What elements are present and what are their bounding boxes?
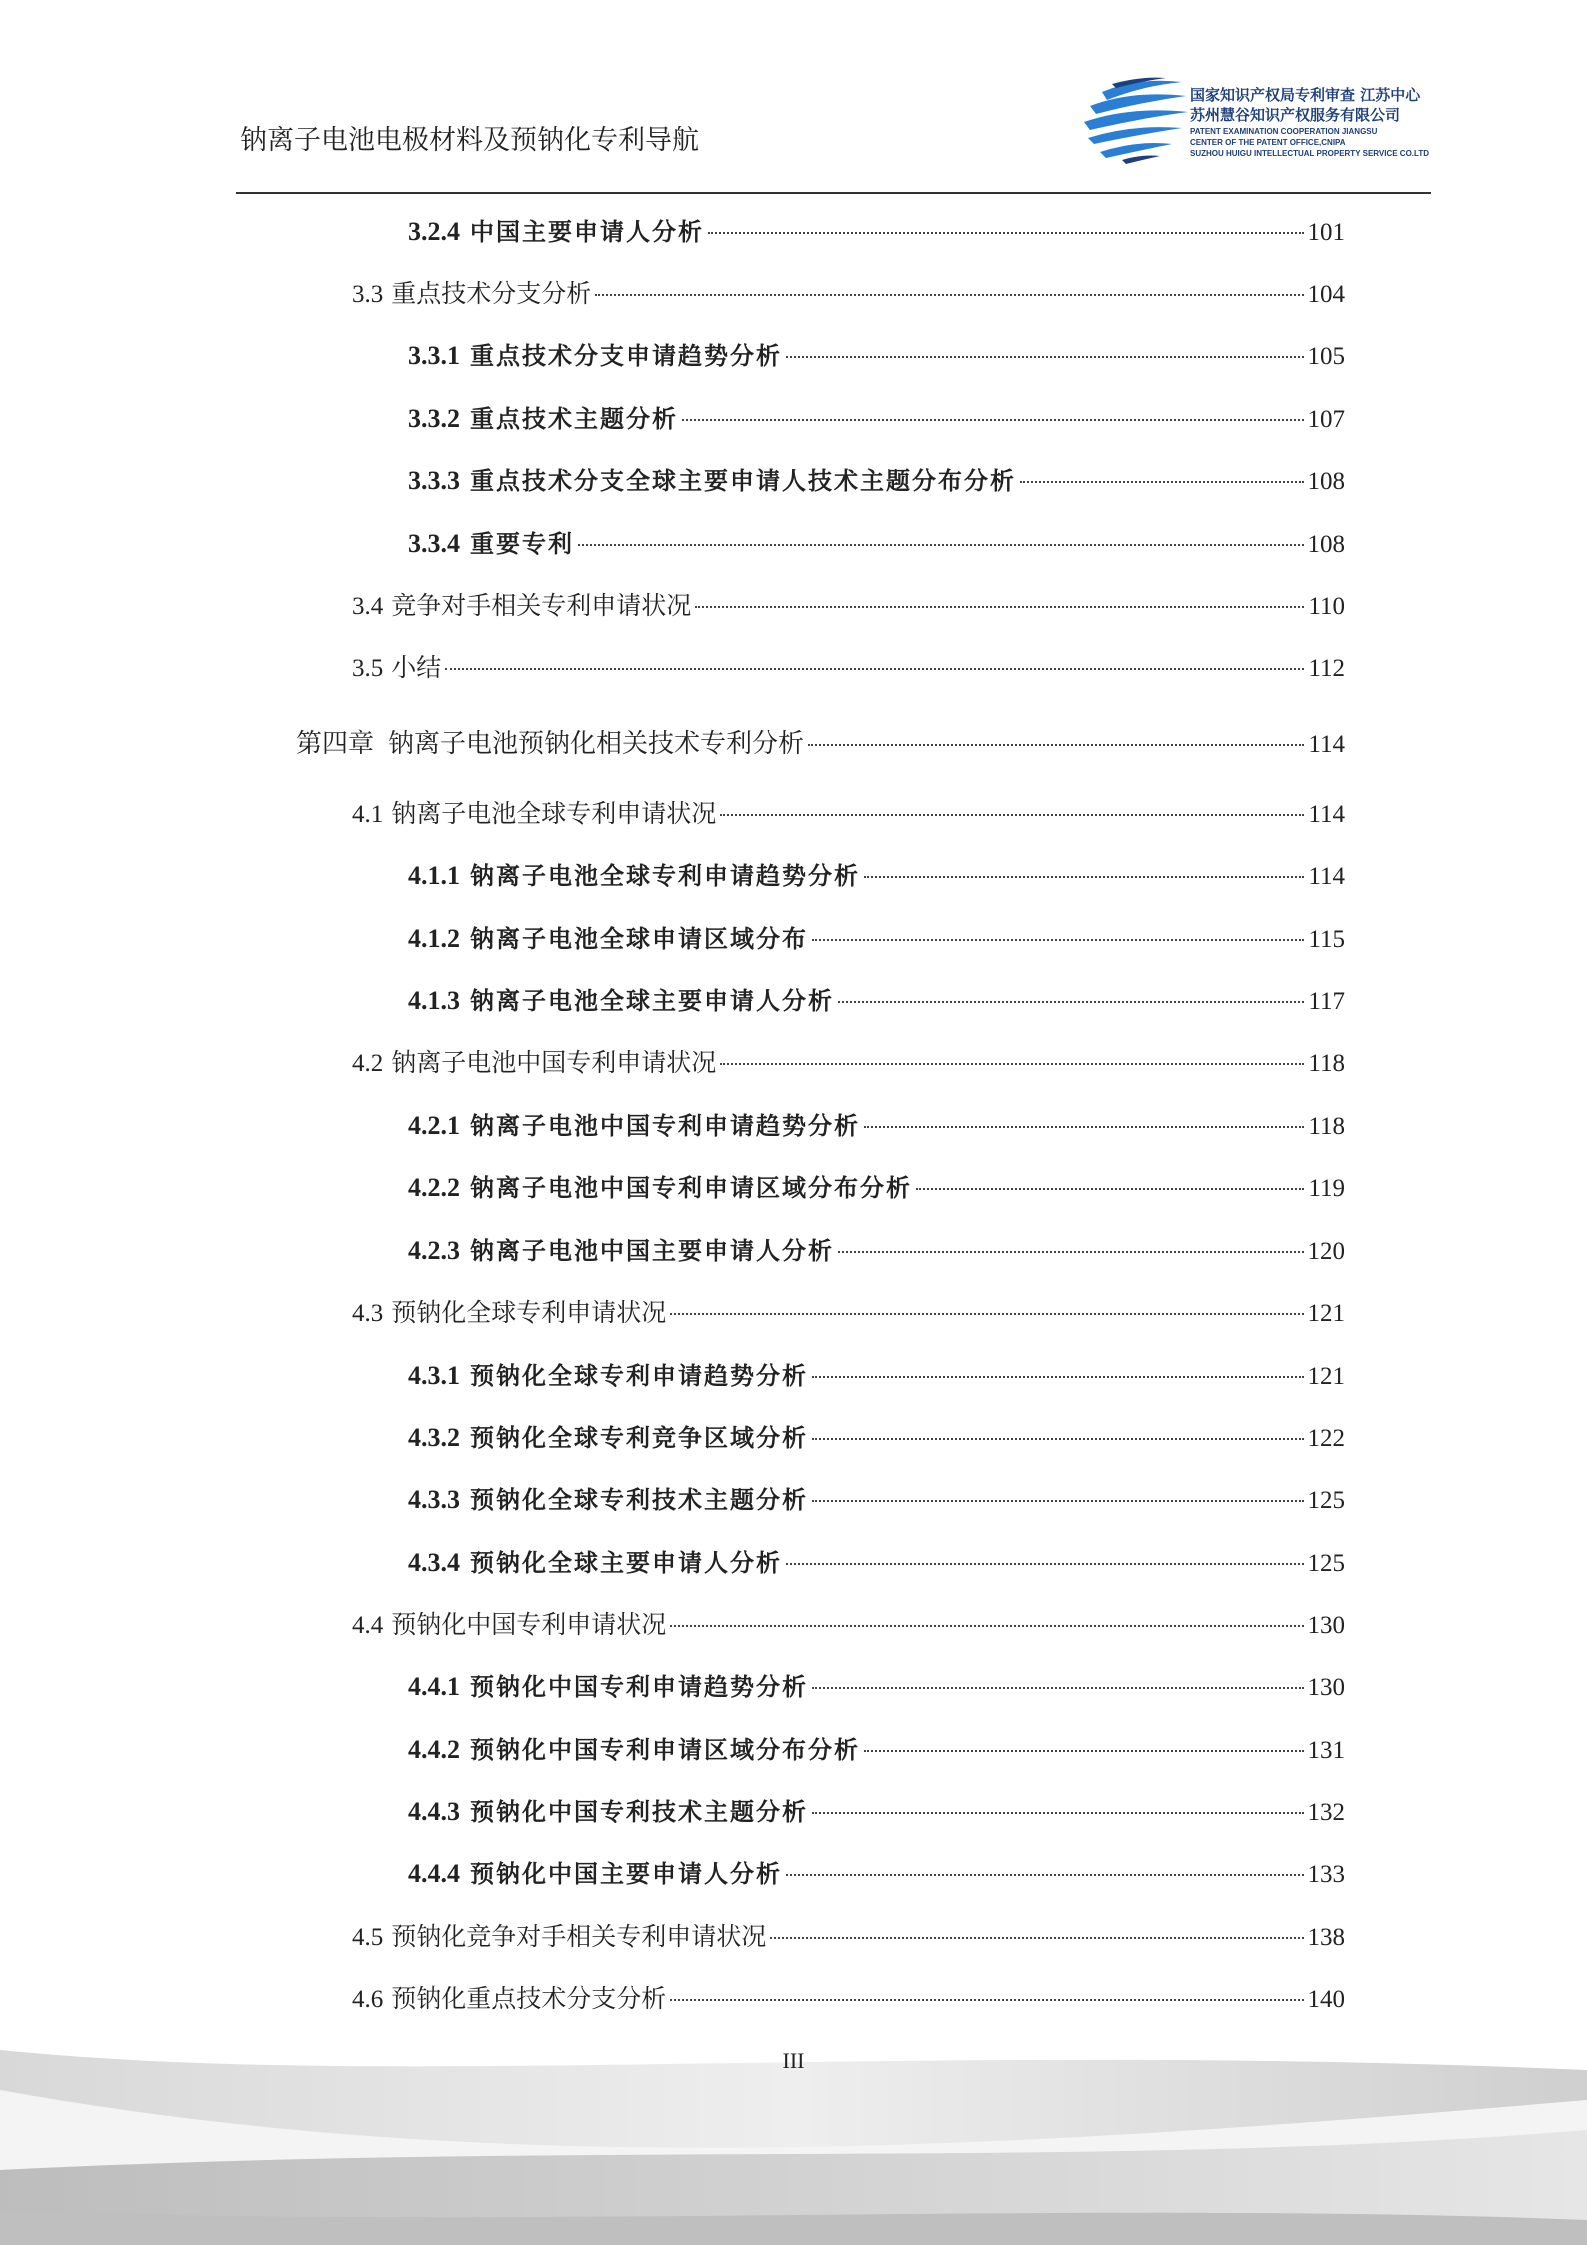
toc-leader-dots — [808, 744, 1304, 746]
toc-leader-dots — [786, 1874, 1304, 1876]
toc-entry-number: 4.2.2 — [408, 1173, 460, 1202]
toc-entry-page: 130 — [1307, 1674, 1345, 1701]
toc-entry-title: 小结 — [391, 653, 442, 682]
toc-leader-dots — [720, 1063, 1304, 1065]
toc-entry-title: 预钠化全球专利申请趋势分析 — [470, 1361, 808, 1390]
toc-leader-dots — [786, 356, 1304, 358]
toc-entry-page: 101 — [1307, 219, 1345, 246]
toc-entry[interactable] — [352, 1917, 1345, 1953]
toc-entry-page: 115 — [1308, 926, 1345, 953]
toc-leader-dots — [812, 939, 1304, 941]
toc-entry-page: 132 — [1307, 1799, 1345, 1826]
toc-entry-page: 125 — [1307, 1550, 1345, 1577]
toc-leader-dots — [812, 1812, 1304, 1814]
toc-entry-number: 4.6 — [352, 1986, 384, 2013]
logo-line-4: CENTER OF THE PATENT OFFICE,CNIPA — [1190, 138, 1346, 147]
toc-entry-page: 121 — [1307, 1363, 1345, 1390]
toc-leader-dots — [670, 1313, 1303, 1315]
toc-leader-dots — [670, 1999, 1303, 2001]
toc-entry-title: 中国主要申请人分析 — [470, 217, 704, 246]
toc-entry-title: 预钠化全球专利竞争区域分析 — [470, 1423, 808, 1452]
toc-entry-page: 117 — [1308, 988, 1345, 1015]
logo-line-1: 国家知识产权局专利审查 江苏中心 — [1190, 86, 1421, 104]
toc-entry-number: 4.3 — [352, 1300, 384, 1327]
toc-entry-page: 118 — [1308, 1050, 1345, 1077]
toc-entry-title: 钠离子电池中国专利申请区域分布分析 — [470, 1173, 912, 1202]
toc-entry-page: 140 — [1307, 1986, 1345, 2013]
toc-entry-page: 105 — [1307, 343, 1345, 370]
logo-emblem-icon — [1082, 72, 1192, 167]
toc-leader-dots — [864, 1126, 1304, 1128]
toc-entry[interactable] — [408, 1106, 1345, 1141]
toc-entry-number: 4.2.1 — [408, 1111, 460, 1140]
toc-entry[interactable] — [408, 1543, 1345, 1578]
toc-entry-title: 预钠化竞争对手相关专利申请状况 — [391, 1922, 767, 1951]
toc-entry-number: 4.1.3 — [408, 986, 460, 1015]
toc-entry-title: 竞争对手相关专利申请状况 — [391, 591, 692, 620]
toc-entry-number: 4.2 — [352, 1050, 384, 1077]
toc-entry-title: 钠离子电池中国专利申请趋势分析 — [470, 1111, 860, 1140]
logo-line-2: 苏州慧谷知识产权服务有限公司 — [1190, 106, 1401, 124]
toc-entry-title: 预钠化重点技术分支分析 — [391, 1984, 667, 2013]
toc-leader-dots — [770, 1937, 1303, 1939]
toc-entry-title: 预钠化中国专利申请区域分布分析 — [470, 1735, 860, 1764]
toc-entry-title: 钠离子电池中国专利申请状况 — [391, 1048, 717, 1077]
toc-leader-dots — [708, 232, 1304, 234]
toc-entry-number: 4.3.2 — [408, 1423, 460, 1452]
toc-entry-title: 预钠化中国专利申请状况 — [391, 1610, 667, 1639]
toc-entry[interactable] — [408, 919, 1345, 954]
toc-entry-number: 4.4.3 — [408, 1797, 460, 1826]
toc-entry-number: 3.3.4 — [408, 529, 460, 558]
toc-entry-title: 重点技术分支分析 — [391, 279, 592, 308]
toc-entry[interactable] — [352, 1043, 1345, 1079]
toc-entry-number: 4.3.4 — [408, 1548, 460, 1577]
toc-entry-page: 108 — [1307, 468, 1345, 495]
toc-entry-title: 预钠化全球专利技术主题分析 — [470, 1485, 808, 1514]
toc-entry-page: 122 — [1307, 1425, 1345, 1452]
toc-entry-title: 钠离子电池全球主要申请人分析 — [470, 986, 834, 1015]
toc-entry[interactable] — [408, 1480, 1345, 1515]
toc-entry-number: 4.3.3 — [408, 1485, 460, 1514]
toc-entry-page: 119 — [1308, 1175, 1345, 1202]
toc-leader-dots — [445, 668, 1304, 670]
toc-entry[interactable] — [352, 1293, 1345, 1329]
toc-entry-title: 预钠化中国专利申请趋势分析 — [470, 1672, 808, 1701]
toc-entry-title: 预钠化全球主要申请人分析 — [470, 1548, 782, 1577]
toc-entry[interactable] — [408, 1667, 1345, 1702]
toc-entry-page: 110 — [1308, 593, 1345, 620]
toc-entry-page: 120 — [1307, 1238, 1345, 1265]
toc-entry[interactable] — [296, 723, 1345, 760]
toc-entry-title: 预钠化全球专利申请状况 — [391, 1298, 667, 1327]
toc-entry-title: 预钠化中国专利技术主题分析 — [470, 1797, 808, 1826]
toc-entry-number: 4.3.1 — [408, 1361, 460, 1390]
toc-entry-page: 131 — [1307, 1737, 1345, 1764]
toc-entry-title: 预钠化中国主要申请人分析 — [470, 1859, 782, 1888]
organization-logo — [1082, 72, 1444, 167]
toc-leader-dots — [812, 1376, 1304, 1378]
toc-leader-dots — [864, 1750, 1304, 1752]
toc-entry[interactable] — [408, 1418, 1345, 1453]
toc-leader-dots — [578, 544, 1304, 546]
toc-entry-number: 3.2.4 — [408, 217, 460, 246]
toc-entry-number: 3.3.1 — [408, 341, 460, 370]
toc-entry[interactable] — [408, 1730, 1345, 1765]
toc-entry[interactable] — [352, 586, 1345, 622]
toc-leader-dots — [916, 1188, 1304, 1190]
toc-entry-number: 4.4.2 — [408, 1735, 460, 1764]
toc-leader-dots — [786, 1563, 1304, 1565]
toc-entry-number: 4.1 — [352, 801, 384, 828]
toc-entry[interactable] — [408, 524, 1345, 559]
toc-entry[interactable] — [408, 981, 1345, 1016]
logo-line-3: PATENT EXAMINATION COOPERATION JIANGSU — [1190, 127, 1378, 136]
toc-entry[interactable] — [408, 1854, 1345, 1889]
toc-entry-number: 4.4 — [352, 1612, 384, 1639]
logo-line-5: SUZHOU HUIGU INTELLECTUAL PROPERTY SERVICE CO.LTD — [1190, 149, 1429, 158]
toc-entry-number: 3.3 — [352, 281, 384, 308]
toc-entry-page: 108 — [1307, 531, 1345, 558]
toc-entry[interactable] — [408, 1356, 1345, 1391]
toc-leader-dots — [864, 876, 1304, 878]
toc-entry[interactable] — [408, 1792, 1345, 1827]
toc-leader-dots — [670, 1625, 1303, 1627]
toc-entry-number: 4.4.4 — [408, 1859, 460, 1888]
toc-leader-dots — [838, 1251, 1304, 1253]
toc-entry-title: 重点技术主题分析 — [470, 404, 678, 433]
toc-entry-number: 3.5 — [352, 655, 384, 682]
toc-entry[interactable] — [408, 336, 1345, 371]
toc-entry-number: 3.3.3 — [408, 466, 460, 495]
toc-entry-page: 130 — [1307, 1612, 1345, 1639]
toc-entry[interactable] — [408, 1231, 1345, 1266]
toc-leader-dots — [595, 294, 1303, 296]
toc-entry[interactable] — [352, 794, 1345, 830]
document-title: 钠离子电池电极材料及预钠化专利导航 — [240, 125, 699, 156]
toc-leader-dots — [695, 606, 1304, 608]
toc-entry-title: 钠离子电池中国主要申请人分析 — [470, 1236, 834, 1265]
toc-entry[interactable] — [408, 1168, 1345, 1203]
toc-entry-page: 121 — [1307, 1300, 1345, 1327]
toc-leader-dots — [838, 1001, 1304, 1003]
toc-entry[interactable] — [408, 461, 1345, 496]
toc-entry-number: 第四章 — [296, 729, 375, 758]
toc-entry-number: 4.2.3 — [408, 1236, 460, 1265]
toc-entry-page: 114 — [1308, 863, 1345, 890]
header-divider — [236, 192, 1431, 194]
toc-entry[interactable] — [352, 274, 1345, 310]
toc-leader-dots — [812, 1438, 1304, 1440]
toc-entry-page: 114 — [1308, 801, 1345, 828]
toc-entry[interactable] — [352, 1605, 1345, 1641]
toc-entry[interactable] — [408, 212, 1345, 247]
toc-entry-title: 重点技术分支全球主要申请人技术主题分布分析 — [470, 466, 1016, 495]
toc-entry-number: 4.4.1 — [408, 1672, 460, 1701]
toc-leader-dots — [812, 1687, 1304, 1689]
toc-entry[interactable] — [352, 1979, 1345, 2015]
toc-entry-title: 钠离子电池全球申请区域分布 — [470, 924, 808, 953]
page-number: III — [782, 2048, 805, 2073]
toc-entry-page: 138 — [1307, 1924, 1345, 1951]
toc-entry[interactable] — [408, 856, 1345, 891]
toc-entry-title: 钠离子电池全球专利申请趋势分析 — [470, 861, 860, 890]
toc-entry-page: 107 — [1307, 406, 1345, 433]
toc-entry-page: 104 — [1307, 281, 1345, 308]
toc-entry-title: 钠离子电池预钠化相关技术专利分析 — [388, 729, 805, 759]
toc-entry-number: 3.4 — [352, 593, 384, 620]
toc-entry-number: 4.1.1 — [408, 861, 460, 890]
toc-leader-dots — [1020, 481, 1304, 483]
toc-entry-page: 125 — [1307, 1487, 1345, 1514]
toc-entry-number: 3.3.2 — [408, 404, 460, 433]
toc-leader-dots — [682, 419, 1304, 421]
toc-entry-page: 133 — [1307, 1861, 1345, 1888]
toc-entry-page: 114 — [1308, 731, 1345, 758]
toc-entry[interactable] — [352, 648, 1345, 684]
toc-entry-number: 4.5 — [352, 1924, 384, 1951]
toc-entry-title: 钠离子电池全球专利申请状况 — [391, 799, 717, 828]
toc-entry-title: 重点技术分支申请趋势分析 — [470, 341, 782, 370]
toc-entry-title: 重要专利 — [470, 529, 574, 558]
toc-leader-dots — [720, 814, 1304, 816]
toc-entry-number: 4.1.2 — [408, 924, 460, 953]
toc-leader-dots — [812, 1500, 1304, 1502]
toc-entry-page: 118 — [1308, 1113, 1345, 1140]
toc-entry[interactable] — [408, 399, 1345, 434]
toc-entry-page: 112 — [1308, 655, 1345, 682]
